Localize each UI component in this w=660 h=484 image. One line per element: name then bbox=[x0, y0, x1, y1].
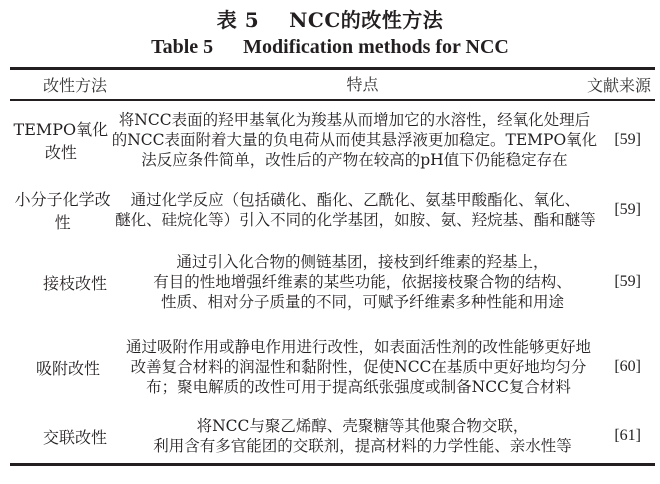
feature-line: 通过引入化合物的侧链基团，接枝到纤维素的羟基上， bbox=[176, 253, 549, 271]
table-row bbox=[10, 182, 655, 238]
header-reference: 文献来源 bbox=[586, 76, 651, 95]
reference-cell: [60] bbox=[614, 358, 641, 375]
feature-line: 有目的性地增强纤维素的某些功能，依据接枝聚合物的结构、 bbox=[153, 273, 572, 291]
method-cell: 吸附改性 bbox=[36, 358, 101, 378]
reference-cell: [59] bbox=[614, 273, 641, 290]
header-method: 改性方法 bbox=[42, 76, 107, 95]
table-caption-cn bbox=[0, 4, 660, 33]
feature-line: 的NCC表面附着大量的负电荷从而使其悬浮液更加稳定。TEMPO氧化 bbox=[111, 131, 598, 149]
table-row bbox=[10, 104, 655, 176]
method-cell: 小分子化学改性 bbox=[14, 190, 111, 232]
table-caption-en bbox=[0, 36, 660, 59]
header-features: 特点 bbox=[346, 74, 379, 94]
table-label-en: Table 5 bbox=[151, 36, 214, 58]
table-title-cn: NCC的改性方法 bbox=[289, 8, 444, 32]
feature-line: 性质、相对分子质量的不同，可赋予纤维素多种性能和用途 bbox=[160, 293, 564, 311]
method-cell: 接枝改性 bbox=[42, 273, 107, 293]
features-cell bbox=[126, 337, 591, 397]
table-header-row bbox=[10, 70, 655, 99]
feature-line: 将NCC表面的羟甲基氧化为羧基从而增加它的水溶性，经氧化处理后 bbox=[118, 111, 591, 129]
table-row bbox=[10, 411, 655, 461]
reference-cell: [59] bbox=[614, 201, 641, 218]
table-row bbox=[10, 246, 655, 318]
features-cell bbox=[140, 416, 585, 456]
features-cell bbox=[112, 110, 597, 170]
feature-line: 改善复合材料的润湿性和黏附性，促使NCC在基质中更好地均匀分 bbox=[130, 358, 587, 376]
reference-cell: [61] bbox=[614, 427, 641, 444]
table-row bbox=[10, 331, 655, 403]
method-cell: TEMPO氧化改性 bbox=[13, 120, 109, 162]
feature-line: 布；聚电解质的改性可用于提高纸张强度或制备NCC复合材料 bbox=[146, 378, 571, 396]
header-rule bbox=[10, 99, 655, 101]
feature-line: 通过化学反应（包括磺化、酯化、乙酰化、氨基甲酸酯化、氧化、 bbox=[130, 191, 581, 209]
feature-line: 利用含有多官能团的交联剂，提高材料的力学性能、亲水性等 bbox=[153, 437, 572, 455]
reference-cell: [59] bbox=[614, 131, 641, 148]
feature-line: 将NCC与聚乙烯醇、壳聚糖等其他聚合物交联， bbox=[196, 417, 529, 435]
features-cell bbox=[115, 190, 596, 230]
feature-line: 法反应条件简单，改性后的产物在较高的pH值下仍能稳定存在 bbox=[141, 151, 568, 169]
bottom-rule bbox=[10, 463, 655, 466]
feature-line: 通过吸附作用或静电作用进行改性，如表面活性剂的改性能够更好地 bbox=[126, 338, 592, 356]
features-cell bbox=[140, 252, 585, 312]
table-label-cn: 表 5 bbox=[216, 8, 260, 32]
feature-line: 醚化、硅烷化等）引入不同的化学基团，如胺、氨、羟烷基、酯和醚等 bbox=[115, 211, 596, 229]
table-title-en: Modification methods for NCC bbox=[243, 36, 509, 58]
method-cell: 交联改性 bbox=[42, 427, 107, 447]
